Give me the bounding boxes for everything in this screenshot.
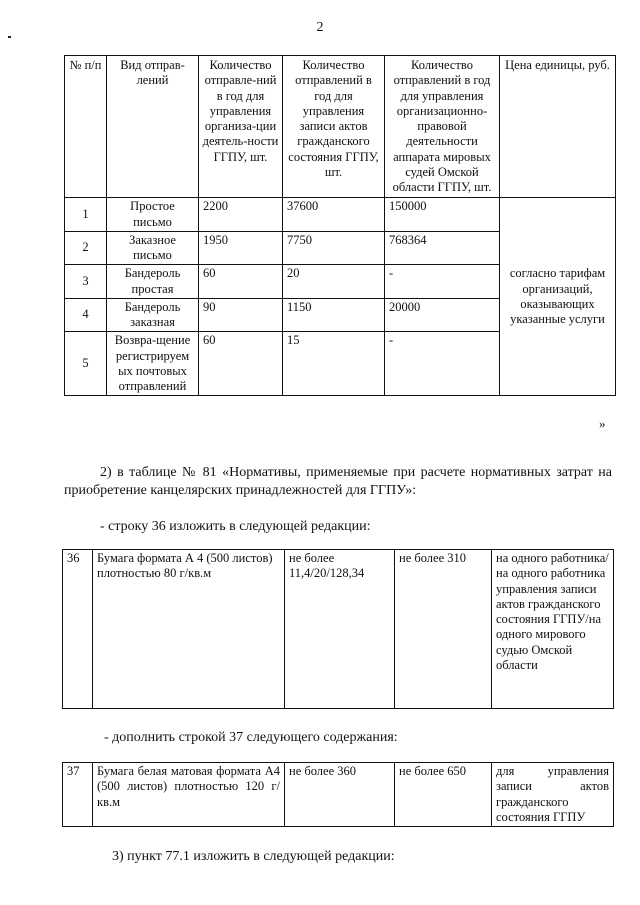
- header-price: Цена единицы, руб.: [500, 56, 616, 198]
- paragraph-line-37: - дополнить строкой 37 следующего содержания:: [104, 730, 398, 745]
- row-q3: 768364: [385, 231, 500, 265]
- row-q1: 60: [199, 332, 283, 396]
- postal-table: [64, 55, 616, 396]
- row-kind: Возвра-щение регистрируем ых почтовых отправлений: [107, 332, 199, 396]
- paragraph-item-2: 2) в таблице № 81 «Нормативы, применяемые при расчете нормативных затрат на приобретение канцелярских принадлежностей для ГГПУ»:: [64, 465, 612, 498]
- row-q2: 20: [283, 265, 385, 299]
- header-qty-judges: Количество отправлений в год для управления организационно-правовой деятельности аппарата мировых судей Омской области ГГПУ, шт.: [385, 56, 500, 198]
- row-num: 36: [63, 550, 93, 709]
- header-qty-zags: Количество отправлений в год для управления записи актов гражданского состояния ГГПУ, шт.: [283, 56, 385, 198]
- row-q2: 1150: [283, 298, 385, 332]
- norm-note: на одного работника/на одного работника управления записи актов гражданского состояния ГГПУ/на одного мирового судью Омской области: [492, 550, 614, 709]
- norm-price: не более 310: [395, 550, 492, 709]
- row-q2: 7750: [283, 231, 385, 265]
- row-q3: -: [385, 265, 500, 299]
- row-q1: 90: [199, 298, 283, 332]
- row-q2: 15: [283, 332, 385, 396]
- row-q3: 150000: [385, 198, 500, 232]
- norm-price: не более 650: [395, 763, 492, 827]
- row-num: 5: [65, 332, 107, 396]
- row-num: 37: [63, 763, 93, 827]
- row-num: 2: [65, 231, 107, 265]
- row-q1: 60: [199, 265, 283, 299]
- row-q1: 1950: [199, 231, 283, 265]
- row-q1: 2200: [199, 198, 283, 232]
- row-num: 1: [65, 198, 107, 232]
- row-q2: 37600: [283, 198, 385, 232]
- row-kind: Бандероль заказная: [107, 298, 199, 332]
- norm-row-37-table: [62, 762, 614, 827]
- row-q3: -: [385, 332, 500, 396]
- table-row: [63, 763, 614, 827]
- row-kind: Простое письмо: [107, 198, 199, 232]
- row-kind: Бандероль простая: [107, 265, 199, 299]
- row-kind: Заказное письмо: [107, 231, 199, 265]
- header-kind: Вид отправ-лений: [107, 56, 199, 198]
- row-num: 4: [65, 298, 107, 332]
- closing-quote: »: [599, 416, 606, 431]
- item-name: Бумага белая матовая формата А4 (500 листов) плотностью 120 г/кв.м: [93, 763, 285, 827]
- page-number: 2: [316, 20, 324, 35]
- paragraph-item-3: 3) пункт 77.1 изложить в следующей редакции:: [112, 849, 395, 864]
- norm-row-36-table: [62, 549, 614, 709]
- norm-note: для управления записи актов гражданского состояния ГГПУ: [492, 763, 614, 827]
- header-qty-org: Количество отправле-ний в год для управления организа-ции деятель-ности ГГПУ, шт.: [199, 56, 283, 198]
- norm-quantity: не более 360: [285, 763, 395, 827]
- header-num: № п/п: [65, 56, 107, 198]
- item-name: Бумага формата А 4 (500 листов) плотностью 80 г/кв.м: [93, 550, 285, 709]
- scan-dot: [8, 36, 11, 38]
- paragraph-line-36: - строку 36 изложить в следующей редакции:: [100, 519, 371, 534]
- price-note: согласно тарифам организаций, оказывающих указанные услуги: [500, 198, 616, 396]
- norm-quantity: не более 11,4/20/128,34: [285, 550, 395, 709]
- table-row: [63, 550, 614, 709]
- table-header-row: [65, 56, 616, 198]
- row-num: 3: [65, 265, 107, 299]
- table-row: [65, 198, 616, 232]
- row-q3: 20000: [385, 298, 500, 332]
